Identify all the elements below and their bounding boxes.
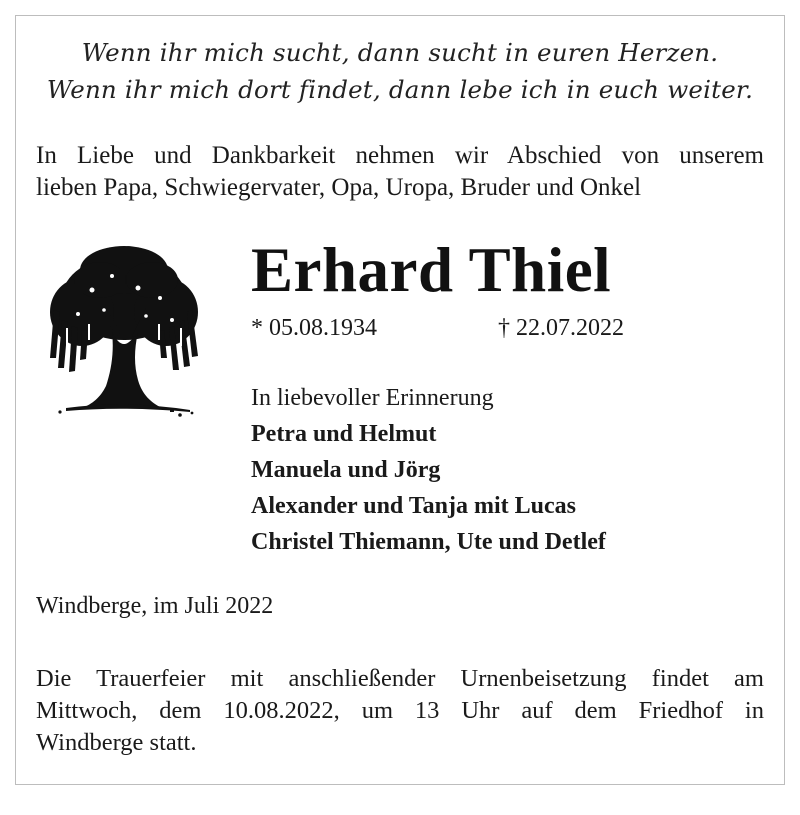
farewell-intro: [36, 140, 764, 204]
funeral-line-1: Die Trauerfeier mit anschließender Urnenbeisetzung findet am: [36, 665, 764, 692]
birth-date: * 05.08.1934: [251, 315, 377, 341]
memory-line: In liebevoller Erinnerung: [251, 385, 494, 411]
deceased-name: Erhard Thiel: [251, 235, 612, 305]
verse-line-1: Wenn ihr mich sucht, dann sucht in euren Herzen.: [81, 38, 719, 67]
funeral-notice: [36, 663, 764, 759]
memorial-verse: [16, 34, 784, 108]
funeral-line-3: Windberge statt.: [36, 729, 197, 756]
obituary-notice: [15, 15, 785, 785]
mourner-entry: Manuela und Jörg: [251, 457, 441, 483]
death-date: † 22.07.2022: [498, 315, 624, 341]
mourner-entry: Alexander und Tanja mit Lucas: [251, 493, 576, 519]
willow-tree-icon: [42, 240, 207, 418]
verse-line-2: Wenn ihr mich dort findet, dann lebe ich in euch weiter.: [46, 75, 754, 104]
mourners-list: [251, 416, 606, 560]
intro-line-1: In Liebe und Dankbarkeit nehmen wir Abschied von unserem: [36, 142, 764, 169]
intro-line-2: lieben Papa, Schwiegervater, Opa, Uropa, Bruder und Onkel: [36, 174, 642, 201]
place-date: Windberge, im Juli 2022: [36, 593, 274, 619]
funeral-line-2: Mittwoch, dem 10.08.2022, um 13 Uhr auf dem Friedhof in: [36, 697, 764, 724]
mourner-entry: Petra und Helmut: [251, 421, 437, 447]
mourner-entry: Christel Thiemann, Ute und Detlef: [251, 529, 606, 555]
